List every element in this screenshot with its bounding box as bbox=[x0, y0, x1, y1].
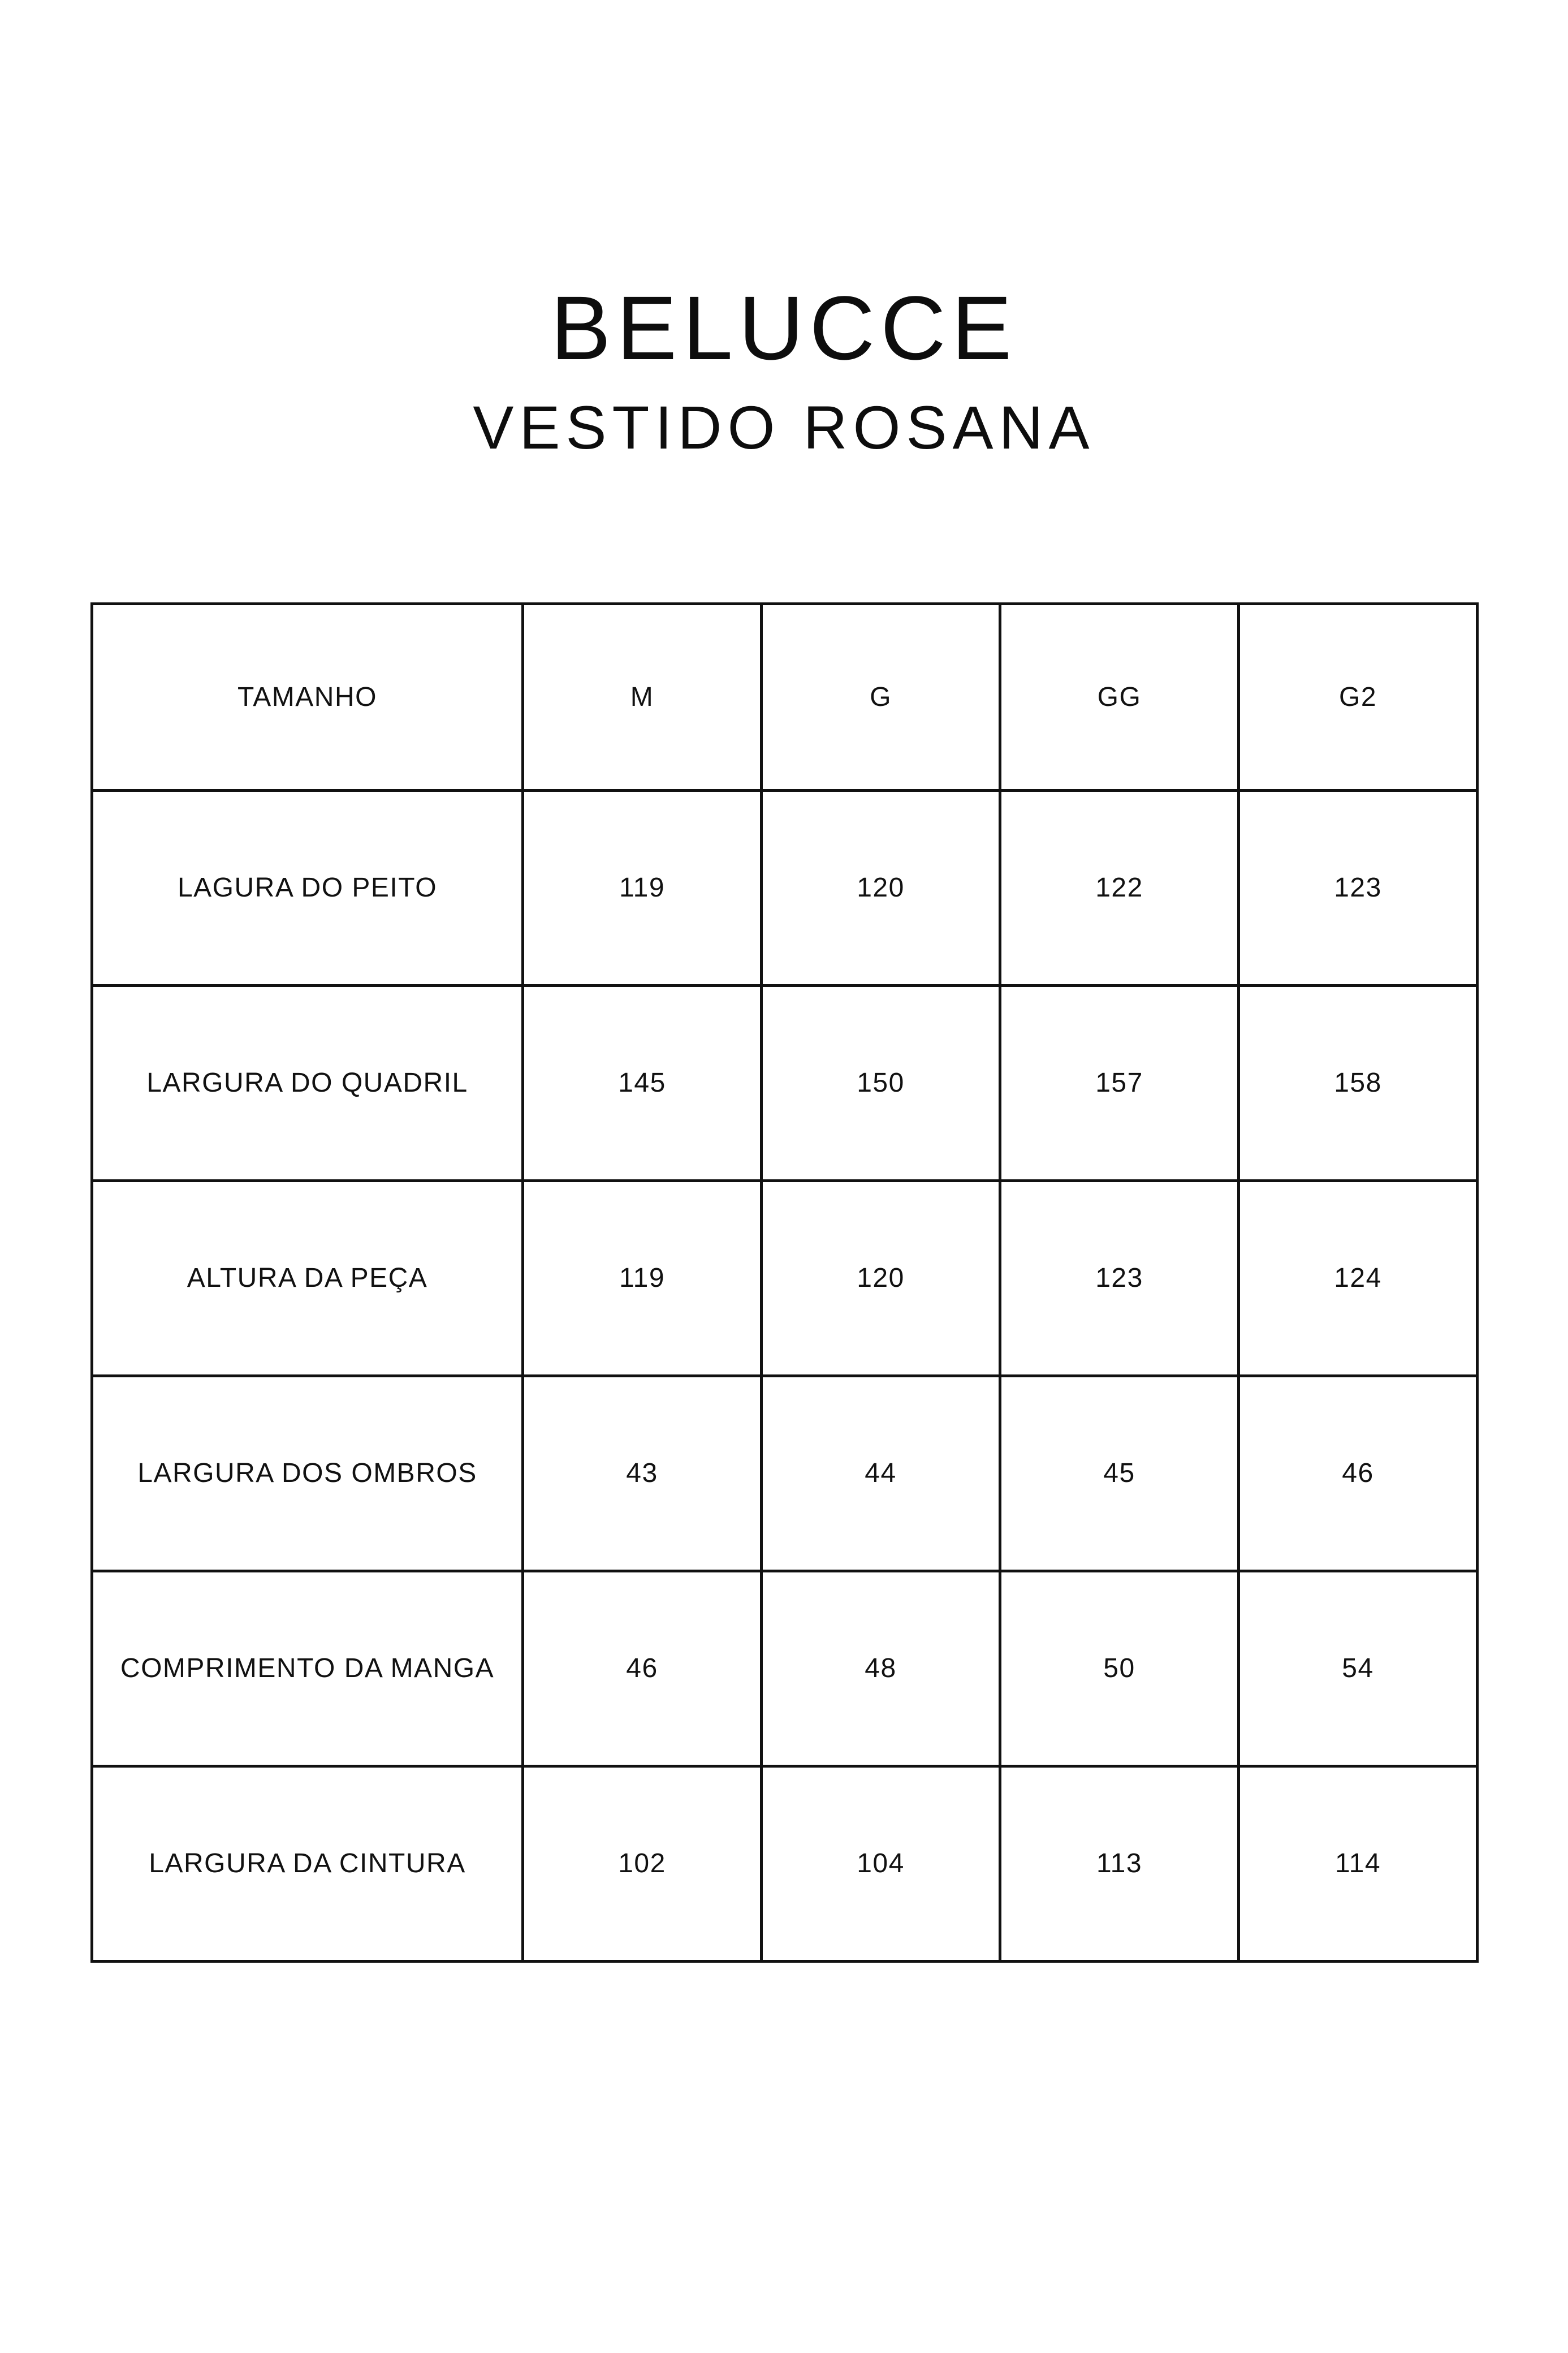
row-value: 46 bbox=[523, 1571, 762, 1766]
row-value: 158 bbox=[1239, 986, 1478, 1181]
row-label: COMPRIMENTO DA MANGA bbox=[92, 1571, 523, 1766]
row-value: 54 bbox=[1239, 1571, 1478, 1766]
row-value: 119 bbox=[523, 791, 762, 986]
product-subtitle: VESTIDO ROSANA bbox=[473, 393, 1095, 462]
row-value: 46 bbox=[1239, 1376, 1478, 1571]
row-value: 122 bbox=[1000, 791, 1239, 986]
row-value: 102 bbox=[523, 1766, 762, 1962]
size-table-container bbox=[90, 602, 1477, 1963]
table-row bbox=[92, 1376, 1478, 1571]
page-header bbox=[0, 0, 1568, 462]
row-value: 120 bbox=[762, 1181, 1000, 1376]
row-label: LARGURA DOS OMBROS bbox=[92, 1376, 523, 1571]
table-row bbox=[92, 1181, 1478, 1376]
column-header-g: G bbox=[762, 604, 1000, 791]
table-header-row bbox=[92, 604, 1478, 791]
row-value: 119 bbox=[523, 1181, 762, 1376]
column-header-gg: GG bbox=[1000, 604, 1239, 791]
row-value: 150 bbox=[762, 986, 1000, 1181]
row-value: 114 bbox=[1239, 1766, 1478, 1962]
row-label: LARGURA DA CINTURA bbox=[92, 1766, 523, 1962]
table-row bbox=[92, 1571, 1478, 1766]
row-value: 44 bbox=[762, 1376, 1000, 1571]
row-value: 145 bbox=[523, 986, 762, 1181]
column-header-m: M bbox=[523, 604, 762, 791]
row-value: 113 bbox=[1000, 1766, 1239, 1962]
row-value: 45 bbox=[1000, 1376, 1239, 1571]
row-value: 124 bbox=[1239, 1181, 1478, 1376]
table-row bbox=[92, 986, 1478, 1181]
brand-title: BELUCCE bbox=[550, 277, 1018, 378]
row-value: 123 bbox=[1000, 1181, 1239, 1376]
row-value: 120 bbox=[762, 791, 1000, 986]
row-label: LARGURA DO QUADRIL bbox=[92, 986, 523, 1181]
row-value: 104 bbox=[762, 1766, 1000, 1962]
row-label: LAGURA DO PEITO bbox=[92, 791, 523, 986]
column-header-g2: G2 bbox=[1239, 604, 1478, 791]
table-row bbox=[92, 791, 1478, 986]
row-value: 48 bbox=[762, 1571, 1000, 1766]
row-value: 157 bbox=[1000, 986, 1239, 1181]
size-table bbox=[90, 602, 1479, 1963]
row-value: 123 bbox=[1239, 791, 1478, 986]
row-value: 43 bbox=[523, 1376, 762, 1571]
row-value: 50 bbox=[1000, 1571, 1239, 1766]
table-row bbox=[92, 1766, 1478, 1962]
row-label: ALTURA DA PEÇA bbox=[92, 1181, 523, 1376]
column-header-tamanho: TAMANHO bbox=[92, 604, 523, 791]
